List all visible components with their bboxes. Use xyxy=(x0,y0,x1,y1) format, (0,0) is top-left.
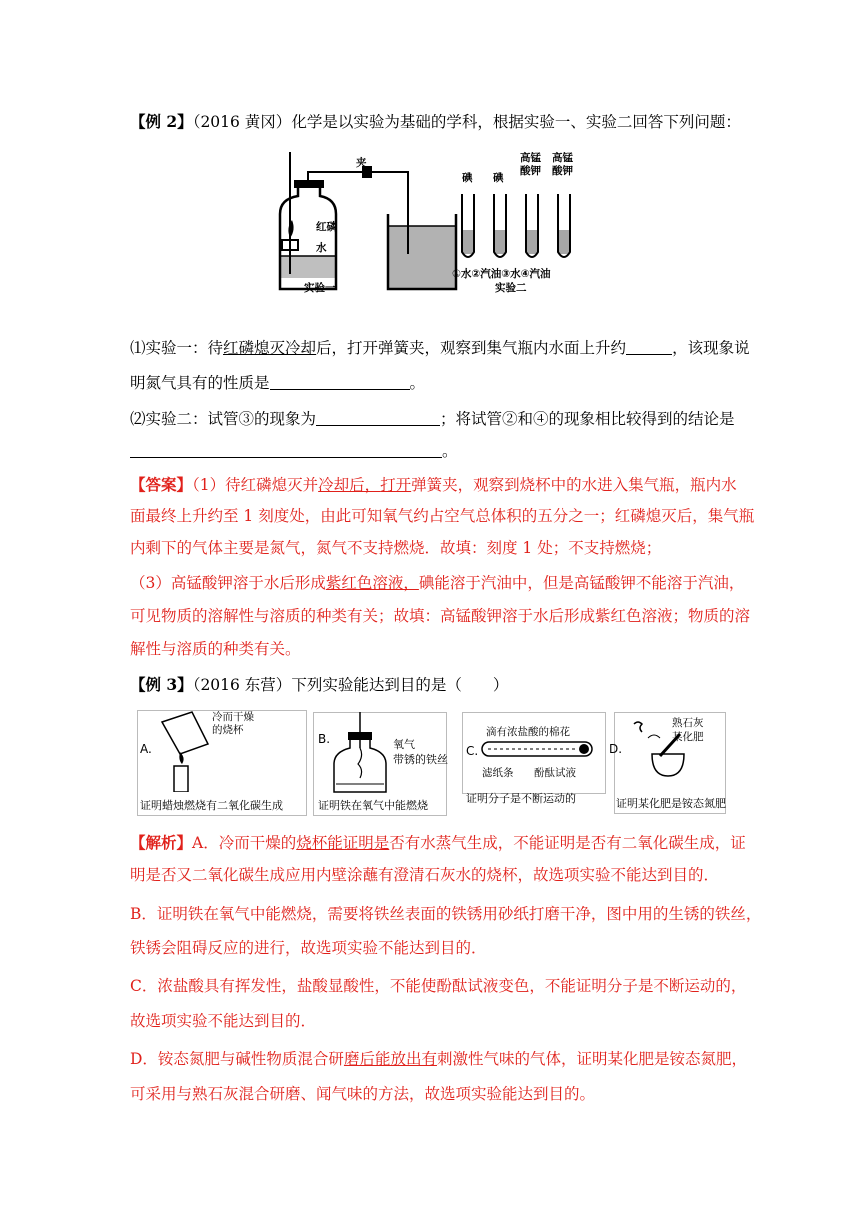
tube-1-top-label: 碘 xyxy=(462,172,473,184)
analysis-text: 刺激性气味的气体，证明某化肥是铵态氮肥， xyxy=(436,1050,747,1068)
q1-line-2-text: 明氮气具有的性质是 xyxy=(130,374,270,392)
option-c-label-paper: 滤纸条 xyxy=(482,767,514,779)
tube-3-top-label: 高锰酸钾 xyxy=(520,152,541,177)
option-b-label-wire: 带锈的铁丝 xyxy=(393,753,448,766)
answer-blank[interactable] xyxy=(270,373,410,390)
analysis-line-1 xyxy=(130,832,746,854)
question-1-line-1 xyxy=(130,337,750,359)
analysis-text: 否有水蒸气生成，不能证明是否有二氧化碳生成，证 xyxy=(389,834,746,852)
experiment-2-test-tubes xyxy=(450,186,590,266)
tube-2-top-label: 碘 xyxy=(493,172,504,184)
answer-underlined: 紫红色溶液， xyxy=(325,574,419,592)
example-text: 下列实验能达到目的是（ ） xyxy=(291,676,509,694)
question-2-line-2 xyxy=(130,440,458,462)
tube-4-bottom-label: ④汽油 xyxy=(520,268,551,280)
answer-text: 碘能溶于汽油中，但是高锰酸钾不能溶于汽油， xyxy=(418,574,745,592)
question-number: ⑴ xyxy=(130,339,146,357)
oxygen-bottle-icon xyxy=(330,712,390,794)
option-c-caption: 证明分子是不断运动的 xyxy=(466,792,576,805)
q1-end: 。 xyxy=(409,374,426,392)
answer-underlined: 冷却后， xyxy=(318,476,381,494)
option-c-label-phenolphthalein: 酚酞试液 xyxy=(534,767,576,779)
answer-line-1 xyxy=(130,474,737,496)
clip-label: 夹 xyxy=(356,157,367,169)
option-a-caption: 证明蜡烛燃烧有二氧化碳生成 xyxy=(140,799,283,812)
tube-4-top-label: 高锰酸钾 xyxy=(552,152,573,177)
tube-2-bottom-label: ②汽油 xyxy=(471,268,502,280)
q2-text-b: ；将试管②和④的现象相比较得到的结论是 xyxy=(440,410,735,428)
answer-line-4 xyxy=(130,572,744,594)
answer-text: 弹簧夹，观察到烧杯中的水进入集气瓶，瓶内水 xyxy=(411,476,737,494)
example-tag: 【例 2】 xyxy=(130,112,193,131)
experiment-2-caption: 实验二 xyxy=(495,282,527,294)
option-d-label: 熟石灰 某化肥 xyxy=(672,717,704,743)
answer-blank[interactable] xyxy=(130,441,442,458)
answer-tag: 【答案】 xyxy=(130,475,193,494)
analysis-text: A．冷而干燥的 xyxy=(192,834,297,852)
q1-text-d: ，该现象说 xyxy=(672,339,750,357)
tube-bottom-labels xyxy=(452,266,551,281)
q1-text-a: 实验一：待 xyxy=(145,339,224,357)
analysis-tag: 【解析】 xyxy=(130,833,193,852)
analysis-line-6: 故选项实验不能达到目的． xyxy=(130,1012,317,1030)
tube-1-bottom-label: ①水 xyxy=(452,268,472,280)
q1-underlined-phrase: 红磷熄灭冷却 xyxy=(223,339,317,357)
example-tag: 【例 3】 xyxy=(130,675,193,694)
analysis-line-2: 明是否又二氧化碳生成应用内壁涂蘸有澄清石灰水的烧杯，故选项实验不能达到目的． xyxy=(130,866,720,884)
water-label: 水 xyxy=(316,242,327,254)
answer-line-2: 面最终上升约至 1 刻度处，由此可知氧气约占空气总体积的五分之一；红磷熄灭后，集气瓶 xyxy=(130,507,755,525)
analysis-underlined: 烧杯能证明是 xyxy=(296,834,390,852)
answer-blank[interactable] xyxy=(316,409,440,426)
example-2-stem xyxy=(130,111,741,133)
red-phosphorus-label: 红磷 xyxy=(316,221,337,233)
analysis-line-3: B．证明铁在氧气中能燃烧，需要将铁丝表面的铁锈用砂纸打磨干净，图中用的生锈的铁丝， xyxy=(130,905,762,923)
answer-line-5: 可见物质的溶解性与溶质的种类有关；故填：高锰酸钾溶于水后形成紫红色溶液；物质的溶 xyxy=(130,607,751,625)
analysis-line-5: C．浓盐酸具有挥发性，盐酸显酸性，不能使酚酞试液变色，不能证明分子是不断运动的， xyxy=(130,977,747,995)
answer-text: （3）高锰酸钾溶于水后形成 xyxy=(130,574,326,592)
q2-end: 。 xyxy=(442,442,458,460)
analysis-line-7 xyxy=(130,1048,747,1070)
option-a-label: 冷而干燥 的烧杯 xyxy=(212,711,254,736)
analysis-line-4: 铁锈会阻碍反应的进行，故选项实验不能达到目的． xyxy=(130,939,487,957)
q1-text-c: 后，打开弹簧夹，观察到集气瓶内水面上升约 xyxy=(316,339,627,357)
option-letter: C. xyxy=(466,744,479,758)
option-b-label-oxygen: 氧气 xyxy=(393,738,415,751)
analysis-text: D．铵态氮肥与碱性物质混合研 xyxy=(130,1050,344,1068)
analysis-line-8: 可采用与熟石灰混合研磨、闻气味的方法，故选项实验能达到目的。 xyxy=(130,1085,596,1103)
question-1-line-2 xyxy=(130,372,425,394)
option-letter: B. xyxy=(318,732,331,746)
option-letter: A. xyxy=(140,742,152,756)
answer-text: （1）待红磷熄灭并 xyxy=(192,476,319,494)
answer-line-3: 内剩下的气体主要是氮气，氮气不支持燃烧．故填：刻度 1 处；不支持燃烧； xyxy=(130,539,662,557)
option-c-label-cotton: 滴有浓盐酸的棉花 xyxy=(486,726,570,738)
question-number: ⑵ xyxy=(130,410,146,428)
example-source: （2016 黄冈） xyxy=(192,113,292,131)
glass-tube-icon xyxy=(478,738,600,762)
experiment-1-caption: 实验一 xyxy=(304,282,336,294)
option-letter: D. xyxy=(609,742,623,756)
q2-text-a: 实验二：试管③的现象为 xyxy=(145,410,317,428)
example-text: 化学是以实验为基础的学科，根据实验一、实验二回答下列问题： xyxy=(291,113,741,131)
answer-line-6: 解性与溶质的种类有关。 xyxy=(130,640,301,658)
tube-3-bottom-label: ③水 xyxy=(501,268,521,280)
answer-underlined: 打开 xyxy=(380,476,412,494)
option-d-caption: 证明某化肥是铵态氮肥 xyxy=(616,797,726,810)
option-b-caption: 证明铁在氧气中能燃烧 xyxy=(318,799,428,812)
example-source: （2016 东营） xyxy=(192,676,292,694)
analysis-underlined: 磨后能放出有 xyxy=(343,1050,437,1068)
question-2-line-1 xyxy=(130,408,735,430)
example-3-stem xyxy=(130,674,508,696)
answer-blank[interactable] xyxy=(626,338,672,355)
